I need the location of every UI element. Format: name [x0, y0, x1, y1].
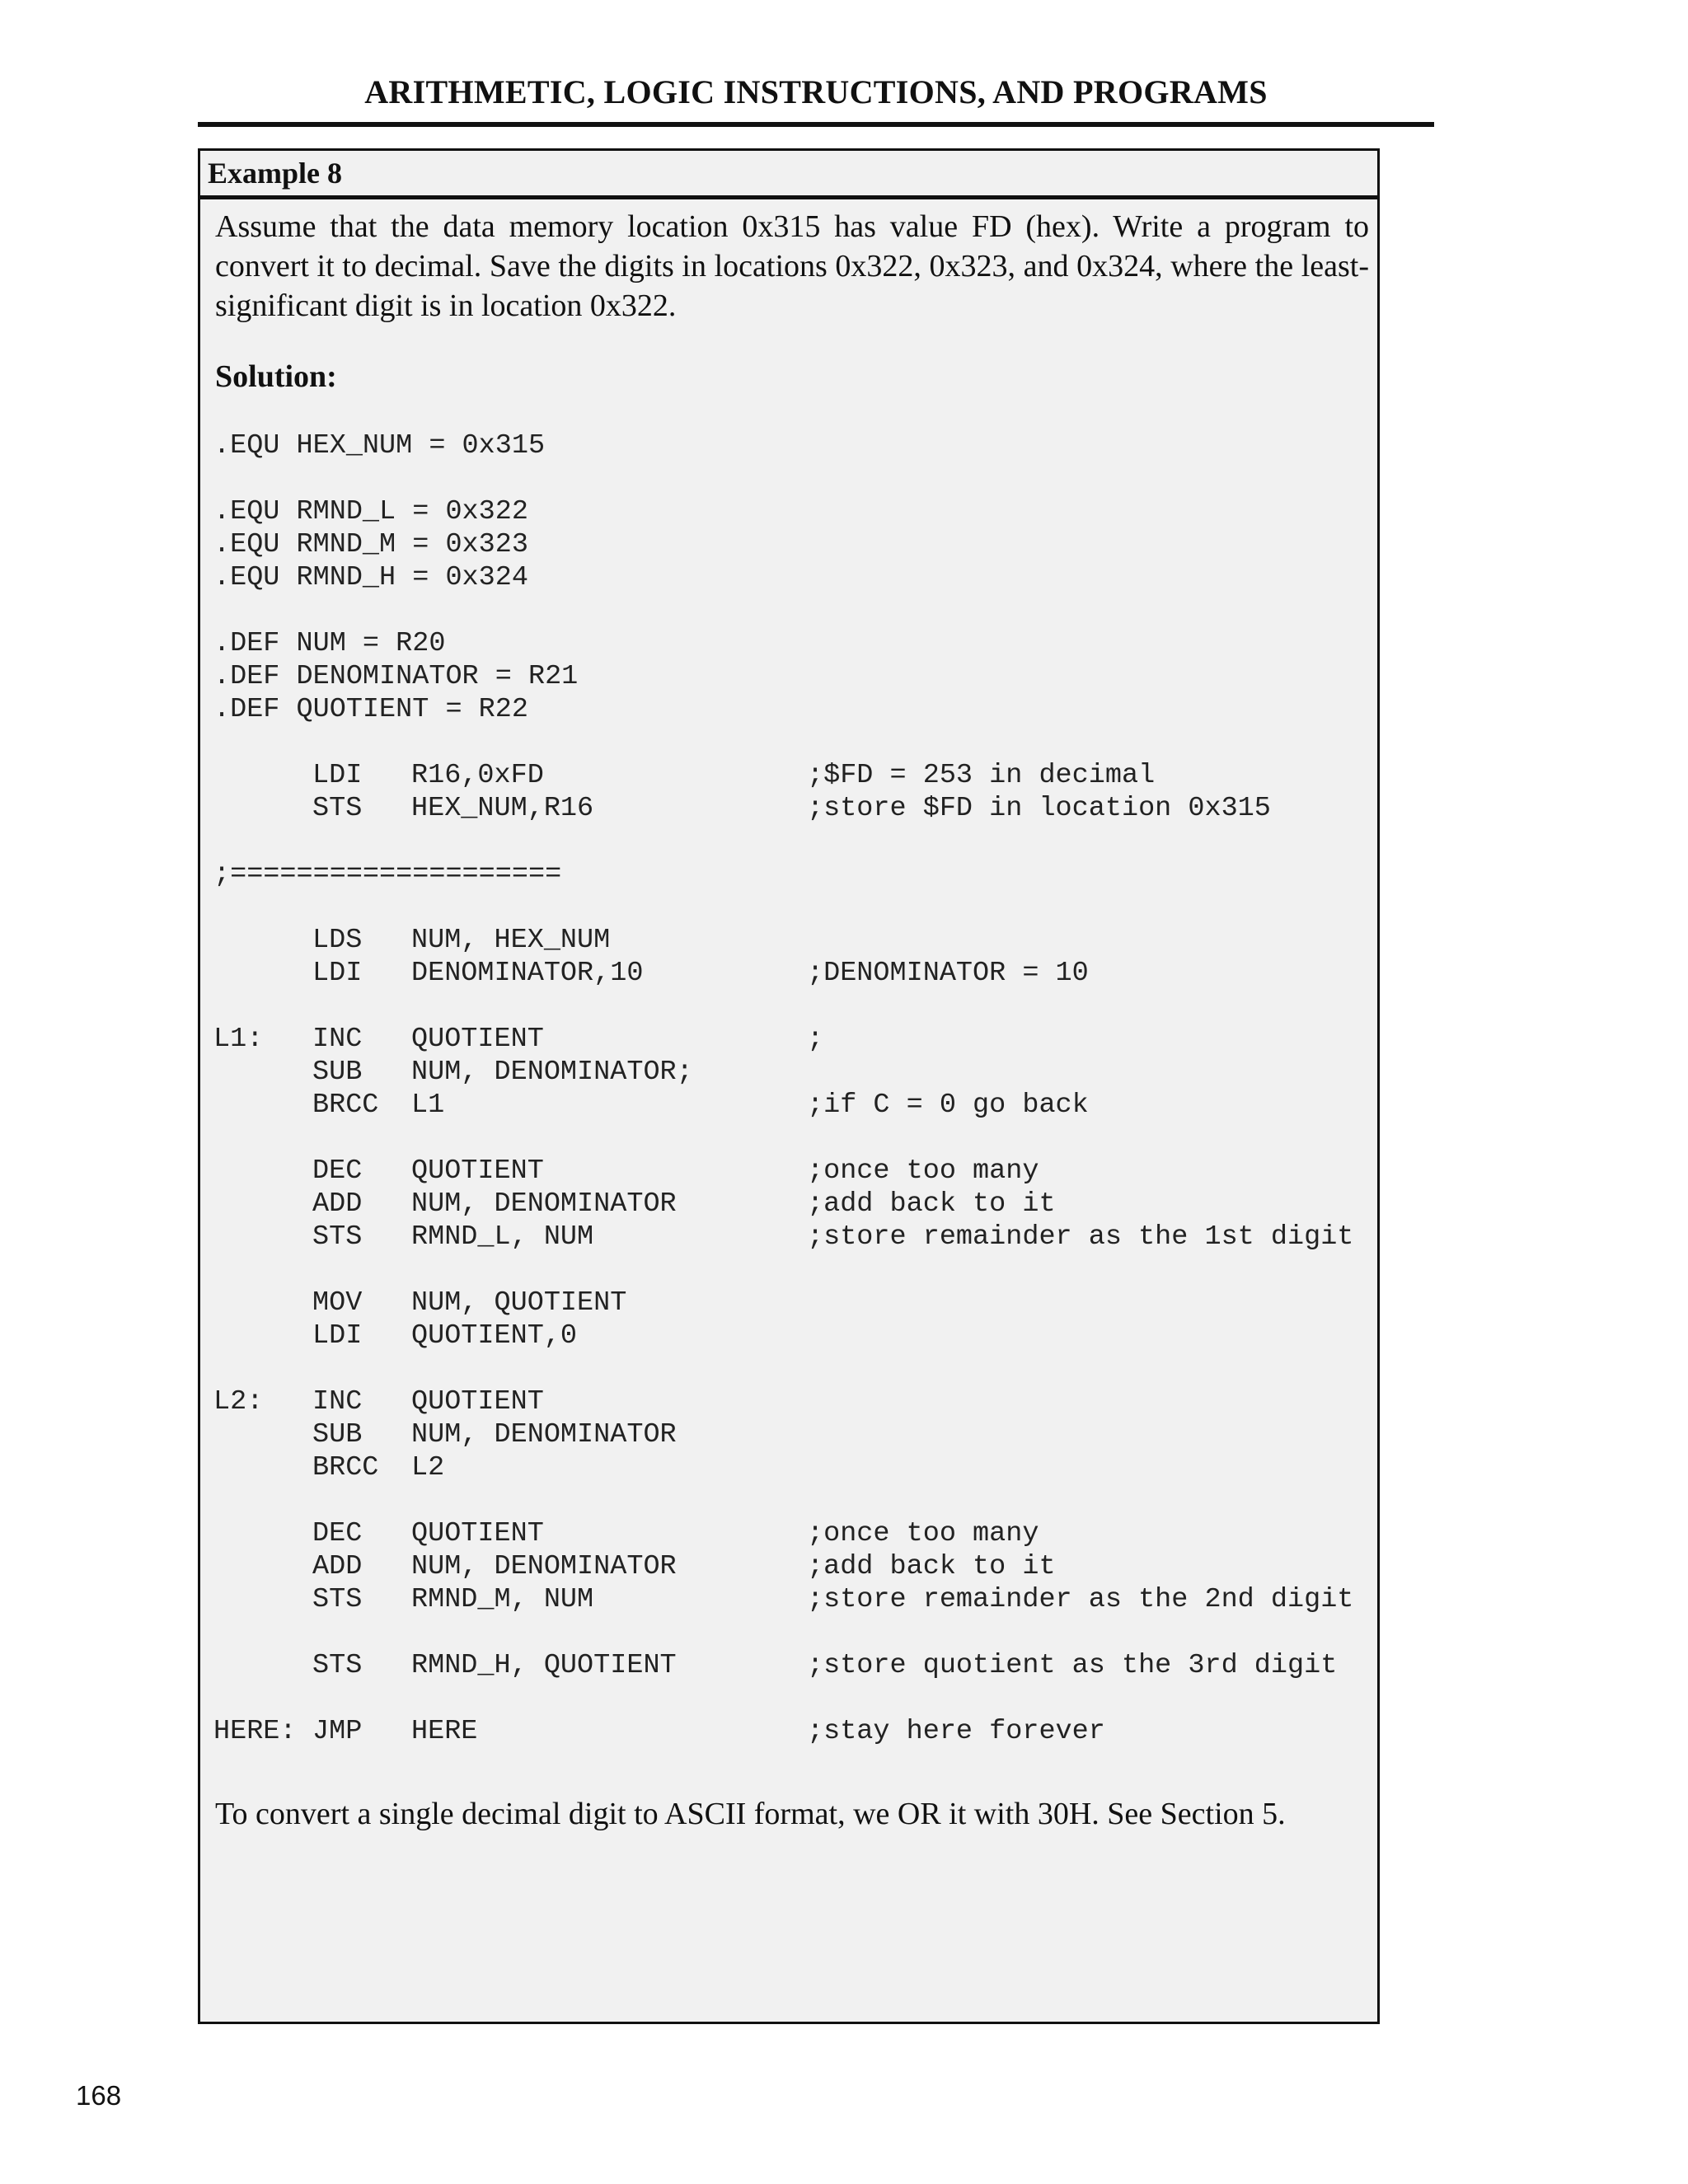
code-operands: L2 [411, 1452, 445, 1483]
code-line [213, 1089, 1353, 1122]
code-line: .EQU HEX_NUM = 0x315 [213, 430, 546, 462]
code-line [213, 1616, 1353, 1649]
code-line [213, 1385, 1353, 1418]
code-line [213, 1023, 1353, 1056]
code-opcode: INC [312, 1024, 363, 1055]
code-line [213, 726, 1353, 759]
code-operands: RMND_H, QUOTIENT [411, 1650, 677, 1681]
code-opcode: LDI [312, 760, 363, 791]
code-line [213, 462, 1353, 495]
code-line [213, 1122, 1353, 1155]
code-opcode: STS [312, 1221, 363, 1253]
chapter-title: ARITHMETIC, LOGIC INSTRUCTIONS, AND PROGRAMS [364, 73, 1268, 110]
code-line [213, 990, 1353, 1023]
code-comment: ;add back to it [807, 1551, 1056, 1582]
code-label: L1: [213, 1024, 264, 1055]
code-opcode: LDI [312, 1320, 363, 1352]
code-opcode: ADD [312, 1188, 363, 1220]
code-line [213, 1254, 1353, 1286]
code-line [213, 1715, 1353, 1748]
code-line [213, 1155, 1353, 1188]
code-operands: NUM, DENOMINATOR; [411, 1057, 693, 1088]
code-line [213, 1682, 1353, 1715]
code-comment: ;store $FD in location 0x315 [807, 793, 1271, 824]
code-line [213, 957, 1353, 990]
solution-label: Solution: [215, 359, 337, 394]
code-line [213, 1451, 1353, 1484]
code-line [213, 1649, 1353, 1682]
code-line [213, 1583, 1353, 1616]
code-operands: NUM, DENOMINATOR [411, 1188, 677, 1220]
code-line [213, 825, 1353, 858]
code-comment: ;store remainder as the 1st digit [807, 1221, 1354, 1253]
code-comment: ;DENOMINATOR = 10 [807, 958, 1089, 989]
code-line [213, 792, 1353, 825]
code-line [213, 759, 1353, 792]
problem-statement: Assume that the data memory location 0x315 has value FD (hex). Write a program to convert it to decimal. Save the digits in locations 0x322, 0x323, and 0x324, where the least-significant digit is in location 0x322. [215, 209, 1369, 323]
code-line [213, 594, 1353, 627]
code-comment: ;store quotient as the 3rd digit [807, 1650, 1338, 1681]
code-operands: NUM, DENOMINATOR [411, 1551, 677, 1582]
code-line: ;==================== [213, 859, 562, 890]
code-opcode: BRCC [312, 1452, 379, 1483]
code-comment: ;store remainder as the 2nd digit [807, 1584, 1354, 1615]
code-line: .EQU RMND_M = 0x323 [213, 529, 528, 560]
code-opcode: SUB [312, 1419, 363, 1451]
code-comment: ;stay here forever [807, 1716, 1105, 1747]
code-operands: HEX_NUM,R16 [411, 793, 594, 824]
code-comment: ;$FD = 253 in decimal [807, 760, 1156, 791]
code-opcode: LDS [312, 925, 363, 956]
code-line [213, 1352, 1353, 1385]
code-operands: NUM, QUOTIENT [411, 1287, 627, 1319]
code-operands: HERE [411, 1716, 478, 1747]
code-line: .DEF QUOTIENT = R22 [213, 694, 528, 725]
code-line [213, 1484, 1353, 1517]
code-operands: QUOTIENT [411, 1386, 544, 1418]
closing-note: To convert a single decimal digit to ASCII format, we OR it with 30H. See Section 5. [215, 1797, 1286, 1831]
code-line [213, 1056, 1353, 1089]
code-line: .EQU RMND_H = 0x324 [213, 562, 528, 593]
code-comment: ; [807, 1024, 824, 1055]
title-rule [198, 122, 1434, 127]
code-line [213, 1319, 1353, 1352]
code-opcode: SUB [312, 1057, 363, 1088]
code-opcode: STS [312, 793, 363, 824]
code-operands: QUOTIENT [411, 1155, 544, 1187]
code-opcode: LDI [312, 958, 363, 989]
code-comment: ;add back to it [807, 1188, 1056, 1220]
code-opcode: STS [312, 1650, 363, 1681]
example-title: Example 8 [200, 151, 1377, 199]
code-line [213, 1418, 1353, 1451]
code-line [213, 891, 1353, 924]
code-comment: ;once too many [807, 1155, 1039, 1187]
code-opcode: STS [312, 1584, 363, 1615]
example-box [198, 148, 1380, 2024]
code-opcode: INC [312, 1386, 363, 1418]
code-comment: ;once too many [807, 1518, 1039, 1549]
code-opcode: DEC [312, 1518, 363, 1549]
code-label: L2: [213, 1386, 264, 1418]
code-operands: NUM, DENOMINATOR [411, 1419, 677, 1451]
code-line [213, 1188, 1353, 1221]
code-line [213, 1221, 1353, 1254]
page-number: 168 [76, 2080, 122, 2111]
code-line: .DEF DENOMINATOR = R21 [213, 661, 579, 692]
code-operands: L1 [411, 1090, 445, 1121]
code-label: HERE: [213, 1716, 297, 1747]
code-opcode: ADD [312, 1551, 363, 1582]
code-line [213, 1517, 1353, 1550]
code-operands: QUOTIENT [411, 1024, 544, 1055]
code-opcode: JMP [312, 1716, 363, 1747]
code-operands: QUOTIENT [411, 1518, 544, 1549]
code-line [213, 924, 1353, 957]
code-operands: DENOMINATOR,10 [411, 958, 644, 989]
code-operands: R16,0xFD [411, 760, 544, 791]
code-comment: ;if C = 0 go back [807, 1090, 1089, 1121]
code-listing [213, 429, 1353, 1748]
code-opcode: MOV [312, 1287, 363, 1319]
code-opcode: DEC [312, 1155, 363, 1187]
code-line: .DEF NUM = R20 [213, 628, 446, 659]
code-line [213, 1286, 1353, 1319]
code-operands: NUM, HEX_NUM [411, 925, 611, 956]
code-operands: QUOTIENT,0 [411, 1320, 578, 1352]
code-line: .EQU RMND_L = 0x322 [213, 496, 528, 527]
code-operands: RMND_M, NUM [411, 1584, 594, 1615]
code-operands: RMND_L, NUM [411, 1221, 594, 1253]
code-line [213, 1550, 1353, 1583]
code-opcode: BRCC [312, 1090, 379, 1121]
